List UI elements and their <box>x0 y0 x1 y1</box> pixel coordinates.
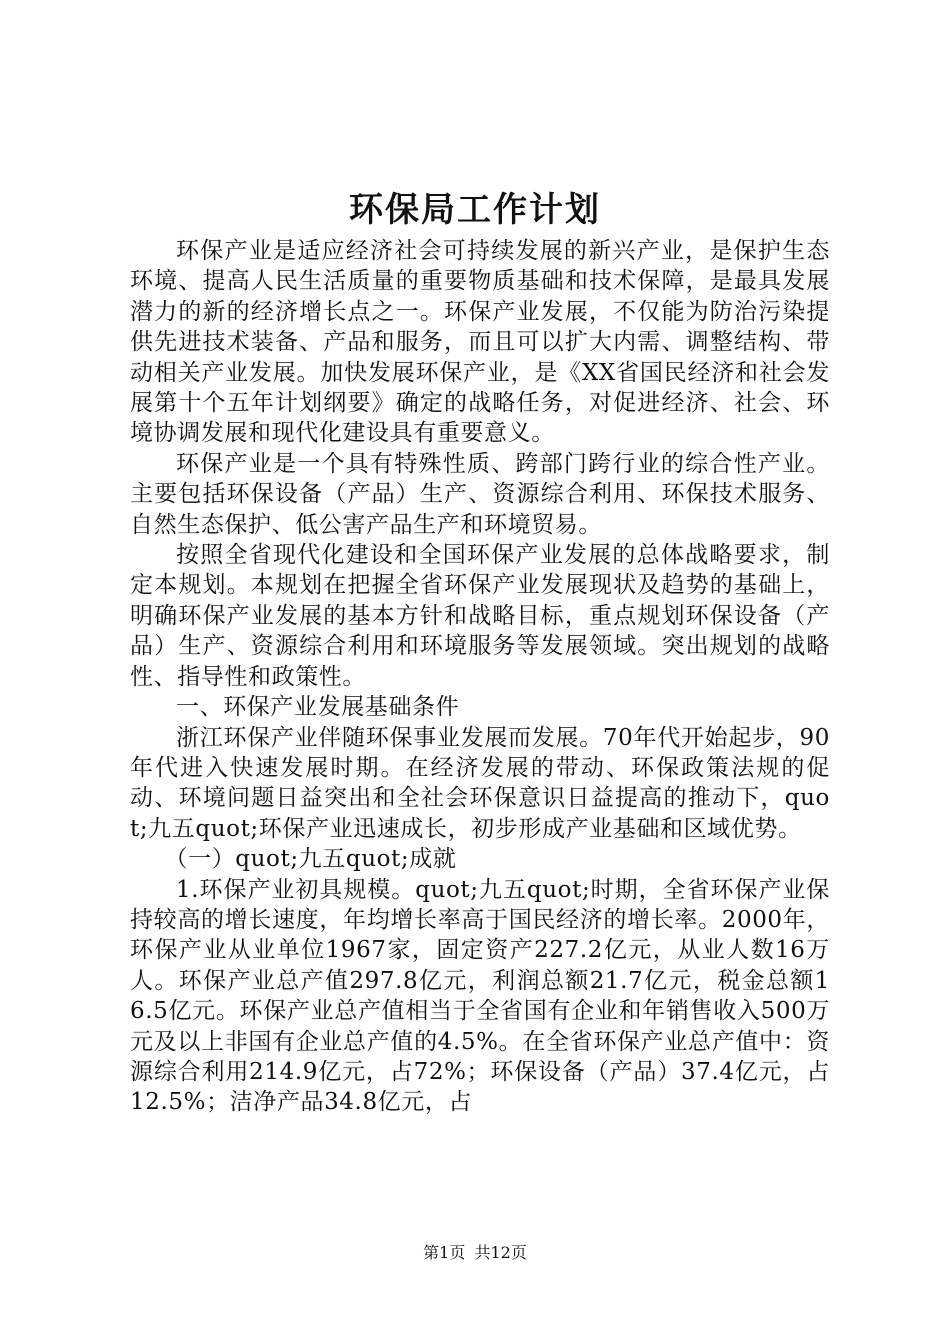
document-title: 环保局工作计划 <box>349 190 601 230</box>
paragraph-background: 浙江环保产业伴随环保事业发展而发展。70年代开始起步，90年代进入快速发展时期。在经济发展的带动、环保政策法规的促动、环境问题日益突出和全社会环保意识日益提高的推动下，quot;九五quot;环保产业迅速成长，初步形成产业基础和区域优势。 <box>130 724 830 842</box>
subsection-heading-1: （一）quot;九五quot;成就 <box>164 846 457 873</box>
page-total: 共12页 <box>474 1243 527 1262</box>
paragraph-scope: 环保产业是一个具有特殊性质、跨部门跨行业的综合性产业。主要包括环保设备（产品）生产、资源综合利用、环保技术服务、自然生态保护、低公害产品生产和环境贸易。 <box>130 450 830 538</box>
paragraph-achievements: 1.环保产业初具规模。quot;九五quot;时期，全省环保产业保持较高的增长速度，年均增长率高于国民经济的增长率。2000年，环保产业从业单位1967家，固定资产227.2亿元，从业人数16万人。环保产业总产值297.8亿元，利润总额21.7亿元，税金总额16.5亿元。环保产业总产值相当于全省国有企业和年销售收入500万元及以上非国有企业总产值的4.5%。在全省环保产业总产值中：资源综合利用214.9亿元，占72%；环保设备（产品）37.4亿元，占12.5%；洁净产品34.8亿元，占 <box>130 876 830 1116</box>
paragraph-intro: 环保产业是适应经济社会可持续发展的新兴产业，是保护生态环境、提高人民生活质量的重要物质基础和技术保障，是最具发展潜力的新的经济增长点之一。环保产业发展，不仅能为防治污染提供先进技术装备、产品和服务，而且可以扩大内需、调整结构、带动相关产业发展。加快发展环保产业，是《XX省国民经济和社会发展第十个五年计划纲要》确定的战略任务，对促进经济、社会、环境协调发展和现代化建设具有重要意义。 <box>130 238 830 447</box>
document-body <box>130 236 830 1118</box>
page-number: 第1页 <box>423 1243 466 1262</box>
paragraph-purpose: 按照全省现代化建设和全国环保产业发展的总体战略要求，制定本规划。本规划在把握全省环保产业发展现状及趋势的基础上，明确环保产业发展的基本方针和战略目标，重点规划环保设备（产品）生产、资源综合利用和环境服务等发展领域。突出规划的战略性、指导性和政策性。 <box>130 542 830 690</box>
page-footer <box>0 1242 950 1264</box>
section-heading-1: 一、环保产业发展基础条件 <box>176 694 460 721</box>
